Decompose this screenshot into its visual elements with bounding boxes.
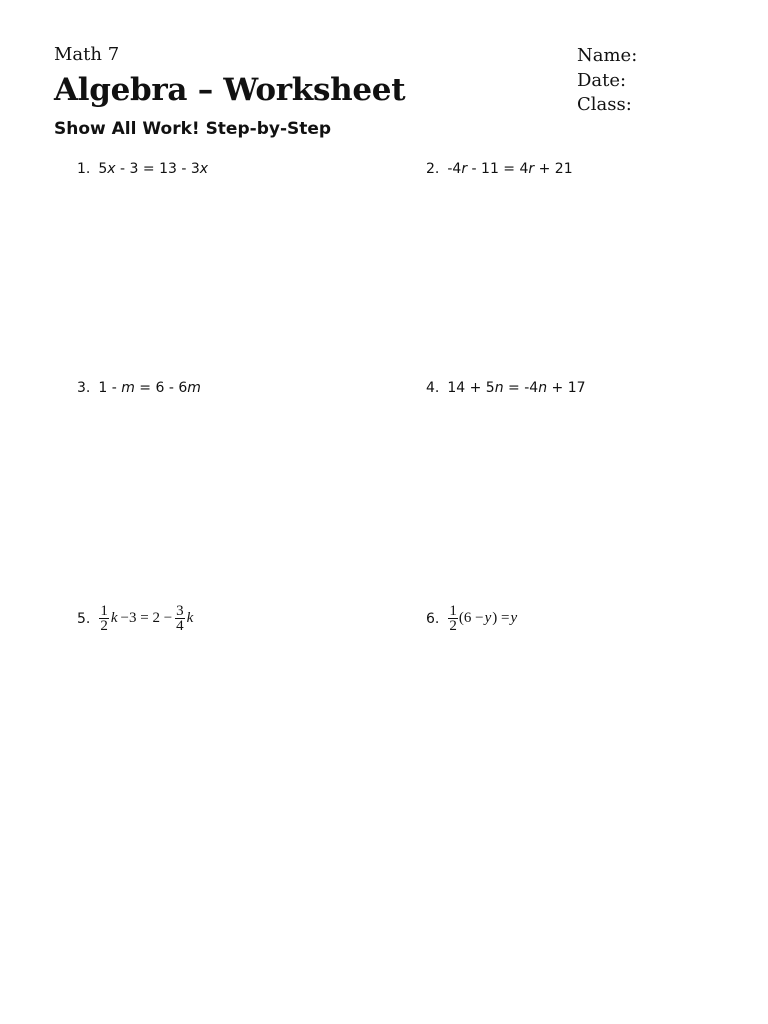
fraction: $\frac{1}{2}$ xyxy=(449,603,457,634)
problem-equation: 5x - 3 = 13 - 3x xyxy=(98,161,209,177)
problem-1 xyxy=(77,161,208,177)
problem-number: 5. xyxy=(77,610,91,627)
problem-equation: 1 - m = 6 - 6m xyxy=(98,380,201,396)
problem-equation: 14 + 5n = -4n + 17 xyxy=(447,380,586,396)
problem-equation: $\frac{1}{2}$ (6 − y ) = y xyxy=(449,603,518,634)
student-info-block xyxy=(577,44,637,118)
problem-number: 6. xyxy=(426,610,440,627)
problem-3 xyxy=(77,380,201,396)
date-label: Date: xyxy=(577,69,627,91)
problem-6 xyxy=(426,604,518,633)
name-label: Name: xyxy=(577,45,638,66)
problem-number: 1. xyxy=(77,161,91,177)
fraction: $\frac{3}{4}$ xyxy=(176,603,184,634)
problem-4 xyxy=(426,380,586,396)
problem-number: 4. xyxy=(426,380,440,396)
fraction: $\frac{1}{2}$ xyxy=(100,603,108,634)
problem-5 xyxy=(77,604,194,633)
problem-equation: $\frac{1}{2}$ k −3 = 2 − $\frac{3}{4}$ k xyxy=(100,603,194,634)
problem-2 xyxy=(426,161,573,177)
class-label: Class: xyxy=(577,94,632,115)
course-label: Math 7 xyxy=(54,44,120,65)
problem-number: 2. xyxy=(426,161,440,177)
problem-equation: -4r - 11 = 4r + 21 xyxy=(447,161,573,177)
problem-number: 3. xyxy=(77,380,91,396)
worksheet-subtitle: Show All Work! Step-by-Step xyxy=(54,119,332,139)
worksheet-title: Algebra – Worksheet xyxy=(54,72,406,108)
